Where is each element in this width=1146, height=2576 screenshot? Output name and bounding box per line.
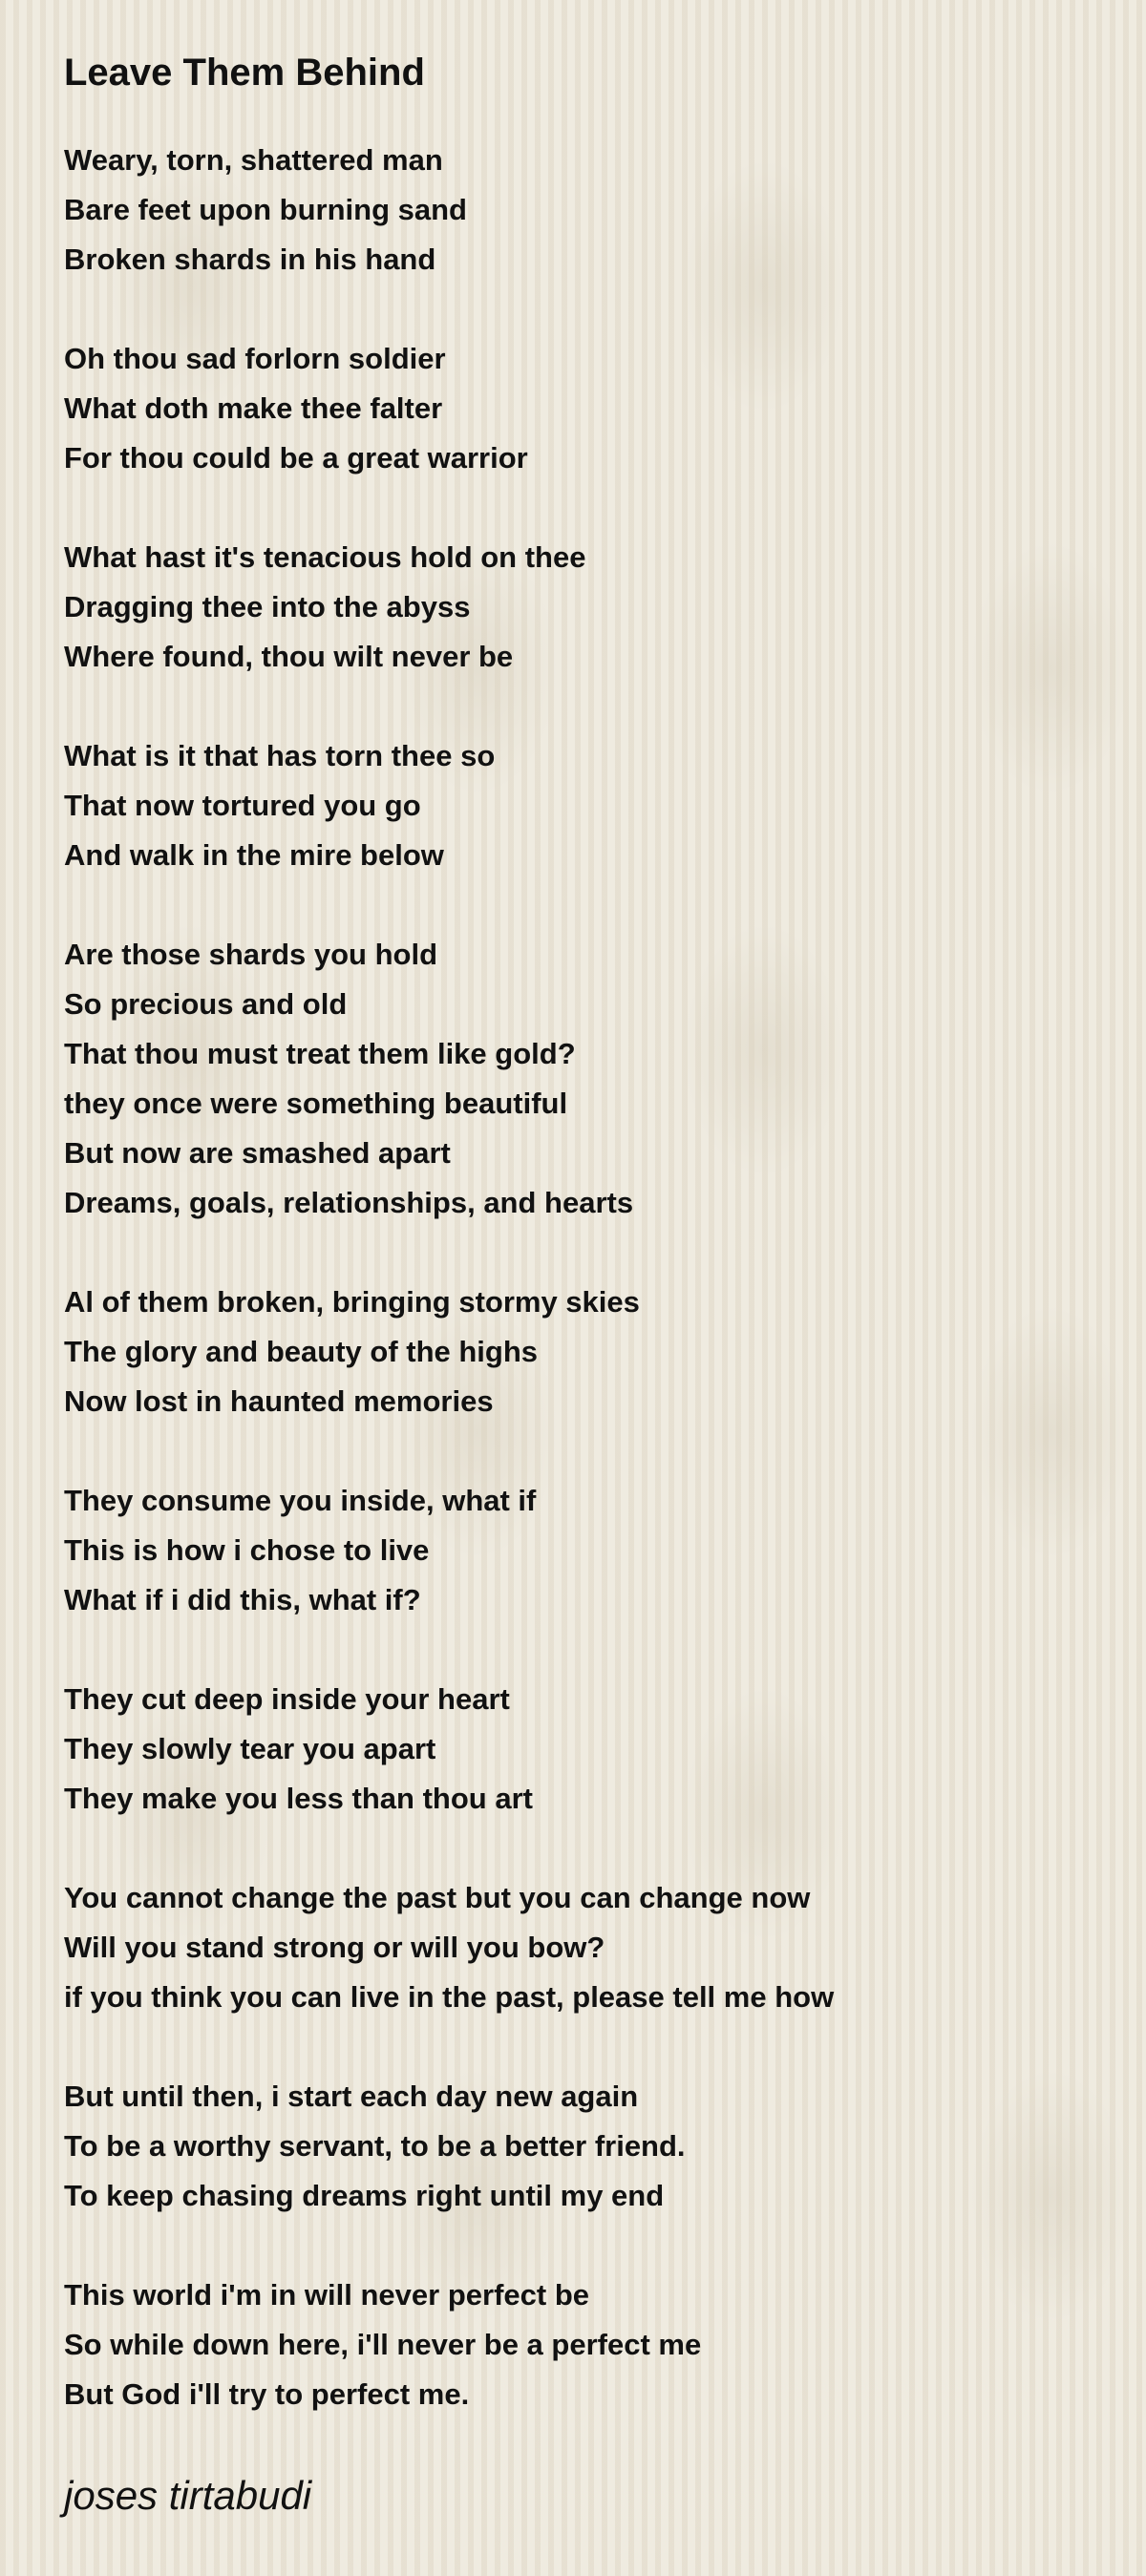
poem-line: That now tortured you go <box>64 789 421 822</box>
poem-line: Where found, thou wilt never be <box>64 640 514 673</box>
poem-line: So precious and old <box>64 987 348 1021</box>
poem-line: Dragging thee into the abyss <box>64 590 471 623</box>
poem <box>64 46 1095 2523</box>
poem-line: Bare feet upon burning sand <box>64 193 467 226</box>
stanza <box>64 2072 1095 2221</box>
poem-line: To keep chasing dreams right until my end <box>64 2179 665 2212</box>
poem-line: Dreams, goals, relationships, and hearts <box>64 1186 634 1219</box>
stanza <box>64 1277 1095 1426</box>
poem-line: This world i'm in will never perfect be <box>64 2278 589 2312</box>
poem-line: You cannot change the past but you can change now <box>64 1881 811 1914</box>
poem-line: What is it that has torn thee so <box>64 739 496 772</box>
stanza <box>64 731 1095 880</box>
stanza <box>64 136 1095 285</box>
poem-line: They consume you inside, what if <box>64 1484 537 1517</box>
poem-line: For thou could be a great warrior <box>64 441 528 475</box>
stanza <box>64 1873 1095 2022</box>
poem-line: That thou must treat them like gold? <box>64 1037 576 1070</box>
poem-line: What if i did this, what if? <box>64 1583 421 1616</box>
poem-line: To be a worthy servant, to be a better friend. <box>64 2129 686 2163</box>
poem-line: But until then, i start each day new again <box>64 2080 639 2113</box>
poem-author: joses tirtabudi <box>64 2473 312 2518</box>
poem-line: Now lost in haunted memories <box>64 1384 494 1418</box>
poem-line: if you think you can live in the past, please tell me how <box>64 1980 835 2014</box>
poem-line: What hast it's tenacious hold on thee <box>64 540 586 574</box>
poem-line: They cut deep inside your heart <box>64 1682 510 1716</box>
poem-line: Broken shards in his hand <box>64 243 436 276</box>
poem-line: The glory and beauty of the highs <box>64 1335 539 1368</box>
poem-line: So while down here, i'll never be a perfect me <box>64 2328 702 2361</box>
poem-title: Leave Them Behind <box>64 52 425 94</box>
poem-line: And walk in the mire below <box>64 838 444 872</box>
stanza <box>64 2270 1095 2419</box>
stanza <box>64 1476 1095 1625</box>
poem-line: Weary, torn, shattered man <box>64 143 443 177</box>
poem-line: Oh thou sad forlorn soldier <box>64 342 446 375</box>
stanza <box>64 1675 1095 1824</box>
poem-line: But God i'll try to perfect me. <box>64 2377 470 2411</box>
poem-line: Will you stand strong or will you bow? <box>64 1931 605 1964</box>
poem-line: they once were something beautiful <box>64 1087 568 1120</box>
poem-line: What doth make thee falter <box>64 391 443 425</box>
poem-line: Are those shards you hold <box>64 938 438 971</box>
poem-line: They make you less than thou art <box>64 1782 533 1815</box>
stanza <box>64 334 1095 483</box>
stanza <box>64 533 1095 682</box>
stanza <box>64 930 1095 1228</box>
poem-line: This is how i chose to live <box>64 1533 430 1567</box>
poem-line: They slowly tear you apart <box>64 1732 436 1765</box>
poem-line: But now are smashed apart <box>64 1136 451 1170</box>
poem-line: Al of them broken, bringing stormy skies <box>64 1285 640 1319</box>
